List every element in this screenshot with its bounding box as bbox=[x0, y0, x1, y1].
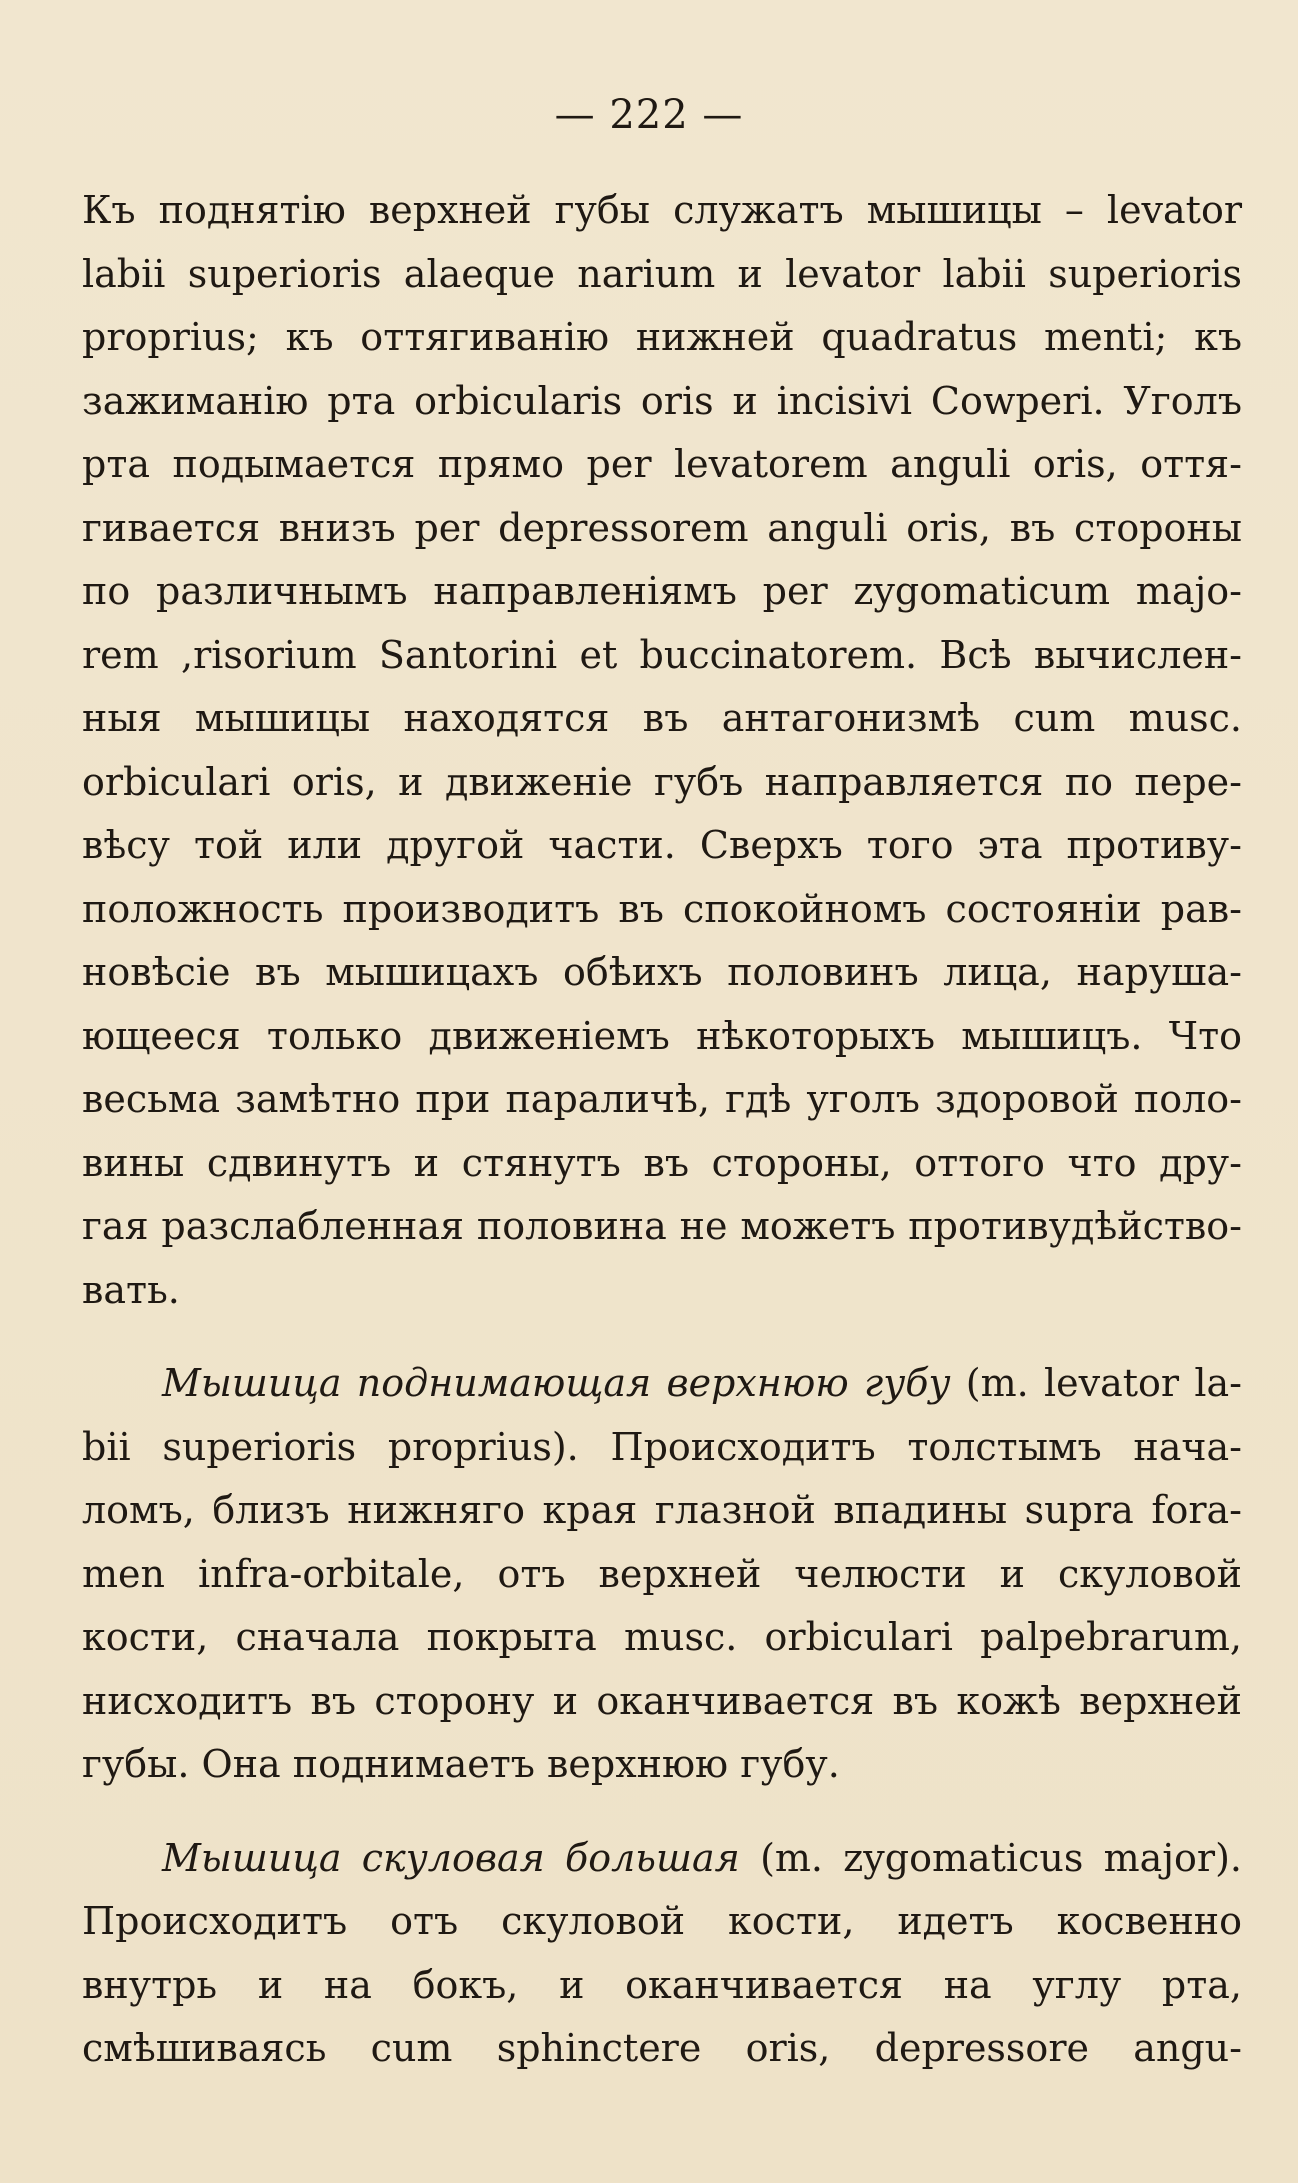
text-line: Происходитъ отъ скуловой кости, идетъ косвенно bbox=[82, 1899, 1242, 1943]
text-line: гая разслабленная половина не можетъ противудѣйство- bbox=[82, 1204, 1242, 1248]
text-line: вѣсу той или другой части. Сверхъ того эта противу- bbox=[82, 823, 1242, 867]
paragraph-heading-line bbox=[82, 1352, 1242, 1416]
text-line: гивается внизъ per depressorem anguli oris, въ стороны bbox=[82, 505, 1242, 550]
text-line: новѣсіе въ мышицахъ обѣихъ половинъ лица, наруша- bbox=[82, 950, 1242, 994]
text-line: по различнымъ направленіямъ per zygomaticum majo- bbox=[82, 569, 1242, 613]
paragraph-heading-line bbox=[82, 1827, 1242, 1891]
text-line: ныя мышицы находятся въ антагонизмѣ cum musc. bbox=[82, 696, 1242, 740]
text-line: вать. bbox=[82, 1267, 180, 1312]
text-line: Къ поднятію верхней губы служатъ мышицы – levator bbox=[82, 188, 1242, 232]
text-line: нисходитъ въ сторону и оканчивается въ кожѣ верхней bbox=[82, 1678, 1242, 1723]
text-line: orbiculari oris, и движеніе губъ направляется по пере- bbox=[82, 759, 1242, 804]
text-line: вины сдвинутъ и стянутъ въ стороны, оттого что дру- bbox=[82, 1140, 1242, 1185]
text-line: proprius; къ оттягиванію нижней quadratus menti; къ bbox=[82, 315, 1242, 359]
text-line: рта подымается прямо per levatorem anguli oris, оття- bbox=[82, 442, 1242, 486]
page-body bbox=[82, 179, 1242, 2081]
page-number: — 222 — bbox=[554, 92, 744, 138]
text-line: положность производитъ въ спокойномъ состояніи рав- bbox=[82, 886, 1242, 931]
paragraph-gap bbox=[82, 1322, 1242, 1352]
text-line: rem ,risorium Santorini et buccinatorem. Всѣ вычислен- bbox=[82, 632, 1242, 677]
text-line: labii superioris alaeque narium и levator labii superioris bbox=[82, 251, 1242, 296]
text-line: men infra-orbitale, отъ верхней челюсти и скуловой bbox=[82, 1551, 1242, 1596]
paragraph-gap bbox=[82, 1797, 1242, 1827]
heading-continuation: (m. levator la- bbox=[950, 1361, 1242, 1405]
text-line: кости, сначала покрыта musc. orbiculari palpebrarum, bbox=[82, 1615, 1242, 1659]
text-line: зажиманію рта orbicularis oris и incisivi Cowperi. Уголъ bbox=[82, 378, 1242, 423]
section-heading: Мышица поднимающая верхнюю губу bbox=[162, 1361, 951, 1405]
text-line: внутрь и на бокъ, и оканчивается на углу рта, bbox=[82, 1962, 1242, 2007]
text-line: смѣшиваясь cum sphinctere oris, depressore angu- bbox=[82, 2026, 1242, 2070]
text-line: bii superioris proprius). Происходитъ толстымъ нача- bbox=[82, 1424, 1242, 1469]
text-line: ющееся только движеніемъ нѣкоторыхъ мышицъ. Что bbox=[82, 1013, 1242, 1058]
heading-continuation: (m. zygomaticus major). bbox=[739, 1835, 1243, 1880]
text-line: весьма замѣтно при параличѣ, гдѣ уголъ здоровой поло- bbox=[82, 1077, 1242, 1121]
text-line: ломъ, близъ нижняго края глазной впадины supra fora- bbox=[82, 1488, 1242, 1532]
text-line: губы. Она поднимаетъ верхнюю губу. bbox=[82, 1742, 840, 1786]
section-heading: Мышица скуловая большая bbox=[162, 1835, 740, 1880]
